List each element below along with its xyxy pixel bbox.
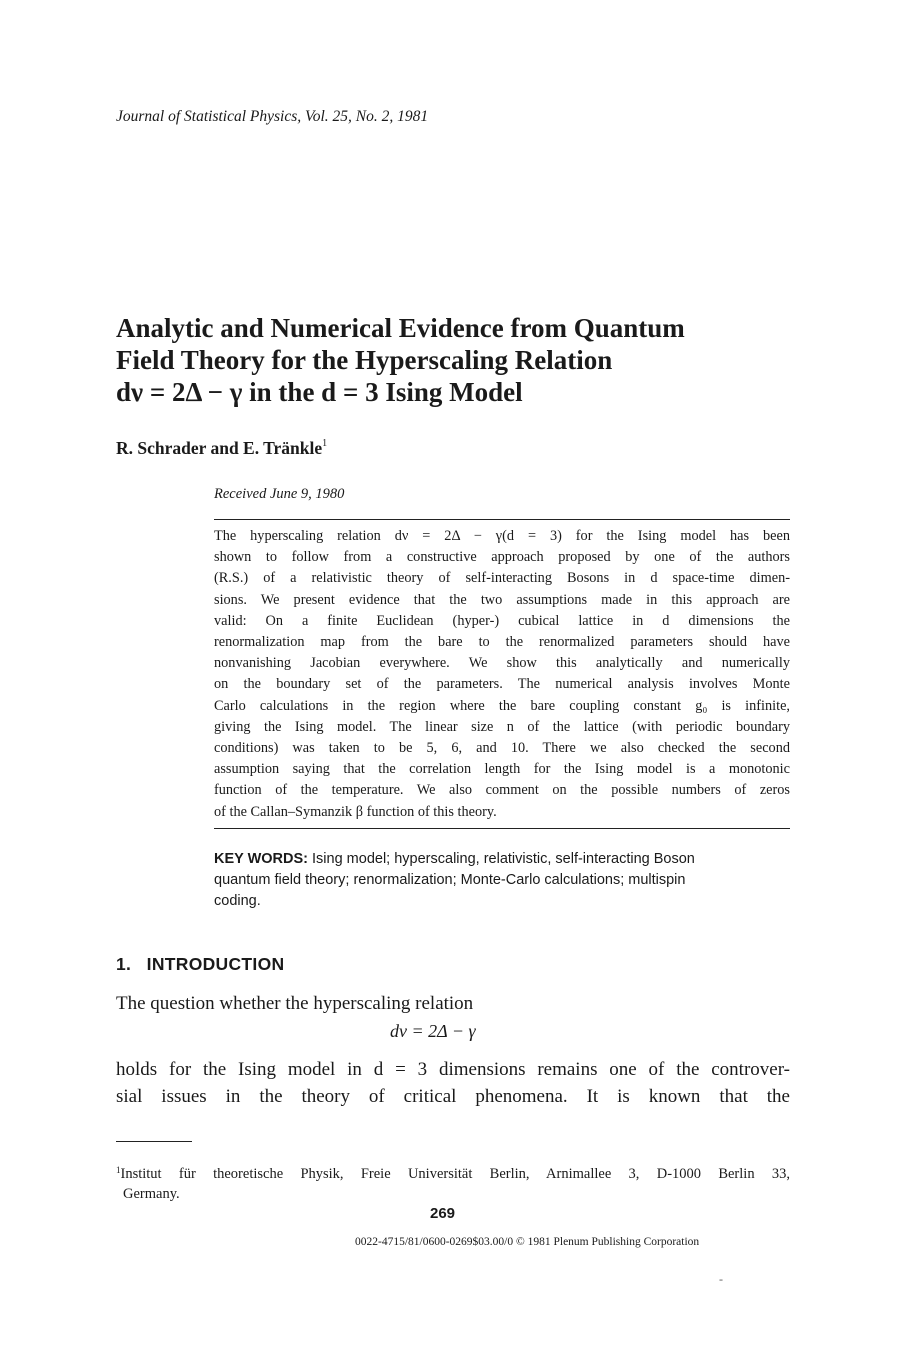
authors-text: R. Schrader and E. Tränkle xyxy=(116,438,323,458)
hyperscaling-equation: dν = 2Δ − γ xyxy=(390,1021,476,1041)
footnote-rule xyxy=(116,1141,192,1142)
intro-paragraph-start: The question whether the hyperscaling relation xyxy=(116,993,474,1014)
footnote-mark: 1 xyxy=(116,1165,121,1175)
abstract-top-rule xyxy=(214,519,790,520)
author-list xyxy=(116,438,327,459)
footnote-line-1 xyxy=(116,1160,790,1184)
keywords-line-1 xyxy=(214,849,790,870)
title-line-1: Analytic and Numerical Evidence from Quantum xyxy=(116,313,685,343)
abstract-line: valid: On a finite Euclidean (hyper-) cubical lattice in d dimensions the xyxy=(214,612,790,629)
abstract-line: of the Callan–Symanzik β function of this theory. xyxy=(214,803,497,820)
intro-paragraph xyxy=(116,1056,790,1110)
paper-title xyxy=(116,312,816,408)
abstract-line: renormalization map from the bare to the renormalized parameters should have xyxy=(214,634,790,651)
title-line-3: dν = 2Δ − γ in the d = 3 Ising Model xyxy=(116,377,523,407)
section-heading: 1. INTRODUCTION xyxy=(116,954,285,974)
keywords-text-1: Ising model; hyperscaling, relativistic, self-interacting Boson xyxy=(308,851,695,867)
abstract-line: conditions) was taken to be 5, 6, and 10. There we also checked the second xyxy=(214,740,790,757)
page-number: 269 xyxy=(430,1205,456,1222)
intro-line-2: sial issues in the theory of critical phenomena. It is known that the xyxy=(116,1086,790,1107)
footnote xyxy=(116,1160,790,1204)
abstract-bottom-rule xyxy=(214,828,790,829)
intro-line-1: holds for the Ising model in d = 3 dimensions remains one of the controver- xyxy=(116,1059,790,1080)
page-mark: - xyxy=(719,1272,723,1286)
abstract-line: Carlo calculations in the region where the bare coupling constant g₀ is infinite, xyxy=(214,697,790,714)
abstract-line: shown to follow from a constructive approach proposed by one of the authors xyxy=(214,549,790,566)
abstract-line: giving the Ising model. The linear size n of the lattice (with periodic boundary xyxy=(214,718,790,735)
abstract-line: sions. We present evidence that the two assumptions made in this approach are xyxy=(214,591,790,608)
keywords-label: KEY WORDS: xyxy=(214,851,308,867)
footnote-line-2: Germany. xyxy=(123,1186,180,1202)
author-footnote-mark: 1 xyxy=(322,438,328,449)
abstract-line: The hyperscaling relation dν = 2Δ − γ(d = 3) for the Ising model has been xyxy=(214,528,790,544)
journal-citation: Journal of Statistical Physics, Vol. 25, No. 2, 1981 xyxy=(116,108,429,125)
abstract xyxy=(214,526,790,823)
footnote-text-1: Institut für theoretische Physik, Freie Universität Berlin, Arnimallee 3, D-1000 Berlin 33, xyxy=(120,1166,790,1182)
keywords-line-2: quantum field theory; renormalization; Monte-Carlo calculations; multispin xyxy=(214,872,686,888)
keywords xyxy=(214,849,790,912)
abstract-line: function of the temperature. We also comment on the possible numbers of zeros xyxy=(214,782,790,799)
title-line-2: Field Theory for the Hyperscaling Relation xyxy=(116,345,613,375)
received-date: Received June 9, 1980 xyxy=(214,486,345,502)
copyright-line: 0022-4715/81/0600-0269$03.00/0 © 1981 Plenum Publishing Corporation xyxy=(355,1236,700,1248)
keywords-line-3: coding. xyxy=(214,893,261,909)
abstract-line: (R.S.) of a relativistic theory of self-interacting Bosons in d space-time dimen- xyxy=(214,570,790,587)
abstract-line: nonvanishing Jacobian everywhere. We show this analytically and numerically xyxy=(214,655,790,672)
abstract-line: on the boundary set of the parameters. The numerical analysis involves Monte xyxy=(214,676,790,693)
abstract-line: assumption saying that the correlation length for the Ising model is a monotonic xyxy=(214,761,790,778)
